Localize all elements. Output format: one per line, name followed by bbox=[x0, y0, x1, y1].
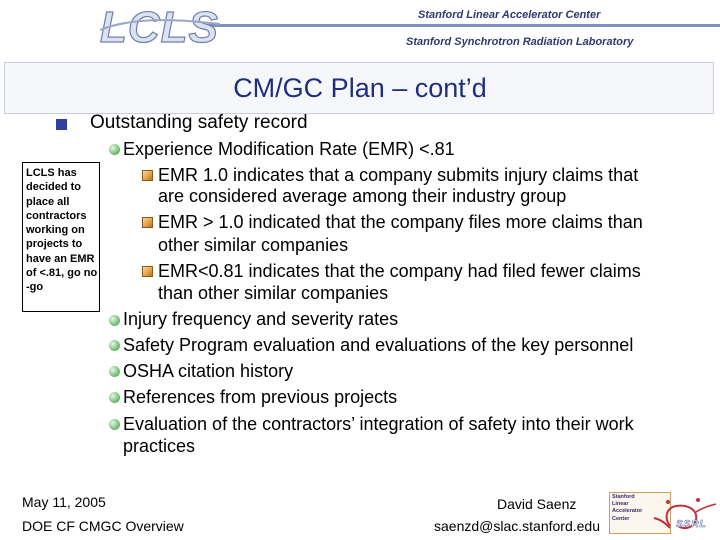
orange-square-bullet-icon bbox=[142, 170, 153, 181]
main-bullet-text: Outstanding safety record bbox=[90, 112, 308, 133]
slide-title: CM/GC Plan – cont’d bbox=[233, 73, 487, 103]
slide-header bbox=[0, 0, 720, 58]
list-item-emr-sub2-cont: other similar companies bbox=[158, 235, 349, 255]
header-ssrl-text: Stanford Synchrotron Radiation Laboratory bbox=[406, 36, 634, 48]
orange-square-bullet-icon bbox=[142, 217, 153, 228]
green-circle-bullet-icon bbox=[109, 144, 120, 155]
header-rule bbox=[200, 24, 720, 27]
slac-logo-line: Linear bbox=[612, 501, 629, 508]
slac-logo-line: Accelerator bbox=[612, 508, 643, 515]
list-item-emr-sub1-cont: are considered average among their industry group bbox=[158, 186, 567, 206]
footer-date: May 11, 2005 bbox=[22, 494, 106, 510]
green-circle-bullet-icon bbox=[109, 340, 120, 351]
green-circle-bullet-icon bbox=[109, 419, 120, 430]
list-item-evaluation: Evaluation of the contractors’ integration of safety into their work bbox=[123, 414, 634, 434]
side-note-text: LCLS has decided to place all contractors working on projects to have an EMR of <.81, go no -go bbox=[26, 167, 98, 294]
green-circle-bullet-icon bbox=[109, 392, 120, 403]
footer-email[interactable]: saenzd@slac.stanford.edu bbox=[434, 518, 600, 534]
list-item-osha: OSHA citation history bbox=[123, 361, 294, 381]
list-item-emr-sub3-cont: than other similar companies bbox=[158, 283, 389, 303]
list-item-references: References from previous projects bbox=[123, 387, 398, 407]
ssrl-logo-text: SSRL bbox=[676, 519, 707, 530]
list-item-emr-sub3: EMR<0.81 indicates that the company had filed fewer claims bbox=[158, 261, 641, 281]
slac-logo-line: Stanford bbox=[612, 494, 635, 500]
square-bullet-icon bbox=[56, 119, 67, 130]
footer-presenter: David Saenz bbox=[497, 496, 577, 512]
list-item-injury: Injury frequency and severity rates bbox=[123, 309, 399, 329]
lcls-logo: LCLS bbox=[100, 3, 219, 52]
orange-square-bullet-icon bbox=[142, 266, 153, 277]
list-item-safety-program: Safety Program evaluation and evaluations of the key personnel bbox=[123, 335, 634, 355]
footer-event: DOE CF CMGC Overview bbox=[22, 518, 184, 534]
logo-swoosh-icon bbox=[100, 16, 220, 36]
slac-logo-line: Center bbox=[612, 515, 630, 522]
list-item-emr: Experience Modification Rate (EMR) <.81 bbox=[123, 139, 455, 159]
list-item-emr-sub1: EMR 1.0 indicates that a company submits injury claims that bbox=[158, 165, 639, 185]
green-circle-bullet-icon bbox=[109, 366, 120, 377]
list-item-evaluation-cont: practices bbox=[123, 436, 196, 456]
green-circle-bullet-icon bbox=[109, 315, 120, 326]
header-slac-text: Stanford Linear Accelerator Center bbox=[418, 9, 601, 21]
ssrl-ring-logo-icon bbox=[606, 490, 720, 538]
list-item-emr-sub2: EMR > 1.0 indicated that the company files more claims than bbox=[158, 212, 643, 232]
